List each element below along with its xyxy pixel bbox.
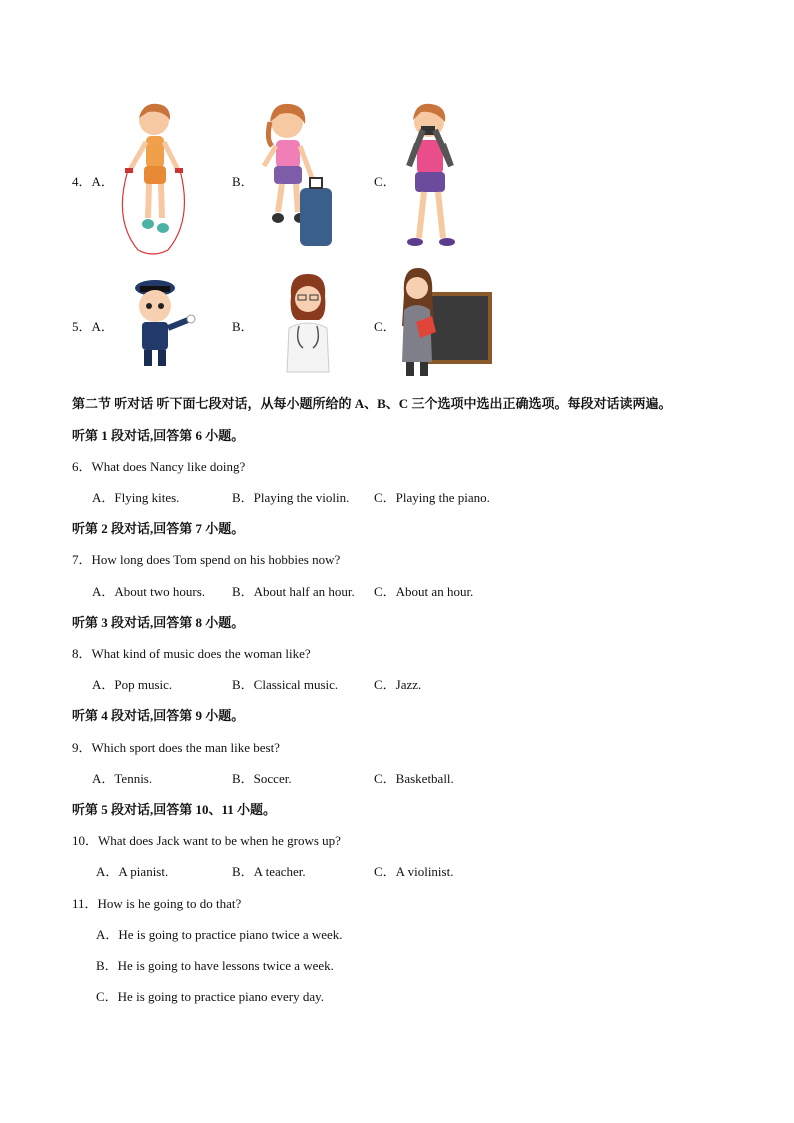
q4-label-c: C． <box>374 174 396 189</box>
group5-heading: 听第 5 段对话,回答第 10、11 小题。 <box>72 802 277 817</box>
q7-option-c: C．About an hour. <box>374 584 474 599</box>
q6-option-b: B．Playing the violin. <box>232 490 350 505</box>
q5-label-a: 5．A． <box>72 319 114 334</box>
q9-option-b: B．Soccer. <box>232 771 292 786</box>
police-officer-image <box>130 276 200 371</box>
q7-option-a: A．About two hours. <box>92 584 206 599</box>
q5-label-c: C． <box>374 319 396 334</box>
doctor-image <box>283 272 333 377</box>
q4-label-b: B． <box>232 174 254 189</box>
q10-option-c: C．A violinist. <box>374 864 454 879</box>
group2-heading: 听第 2 段对话,回答第 7 小题。 <box>72 521 245 536</box>
q11-option-c: C．He is going to practice piano every day. <box>96 989 325 1004</box>
q8-option-a: A．Pop music. <box>92 677 173 692</box>
q6-stem: 6．What does Nancy like doing? <box>72 459 246 474</box>
q10-stem: 10．What does Jack want to be when he grows up? <box>72 833 341 848</box>
q4-label-a: 4．A． <box>72 174 114 189</box>
q8-option-b: B．Classical music. <box>232 677 339 692</box>
q11-option-b: B．He is going to have lessons twice a week. <box>96 958 334 973</box>
teacher-blackboard-image <box>396 266 494 378</box>
section2-title: 第二节 听对话 听下面七段对话，从每小题所给的 A、B、C 三个选项中选出正确选项。每段对话读两遍。 <box>72 396 672 411</box>
q7-stem: 7．How long does Tom spend on his hobbies now? <box>72 552 341 567</box>
q9-option-a: A．Tennis. <box>92 771 153 786</box>
group1-heading: 听第 1 段对话,回答第 6 小题。 <box>72 428 245 443</box>
girl-camera-image <box>395 100 460 255</box>
q9-stem: 9．Which sport does the man like best? <box>72 740 280 755</box>
q11-stem: 11．How is he going to do that? <box>72 896 242 911</box>
group3-heading: 听第 3 段对话,回答第 8 小题。 <box>72 615 245 630</box>
q6-option-c: C．Playing the piano. <box>374 490 490 505</box>
q10-option-a: A．A pianist. <box>96 864 169 879</box>
girl-jump-rope-image <box>108 100 198 255</box>
girl-suitcase-image <box>252 100 342 255</box>
q11-option-a: A．He is going to practice piano twice a week. <box>96 927 343 942</box>
q8-stem: 8．What kind of music does the woman like? <box>72 646 311 661</box>
q9-option-c: C．Basketball. <box>374 771 454 786</box>
q7-option-b: B．About half an hour. <box>232 584 355 599</box>
q6-option-a: A．Flying kites. <box>92 490 180 505</box>
q5-label-b: B． <box>232 319 254 334</box>
q8-option-c: C．Jazz. <box>374 677 422 692</box>
group4-heading: 听第 4 段对话,回答第 9 小题。 <box>72 708 245 723</box>
q10-option-b: B．A teacher. <box>232 864 306 879</box>
